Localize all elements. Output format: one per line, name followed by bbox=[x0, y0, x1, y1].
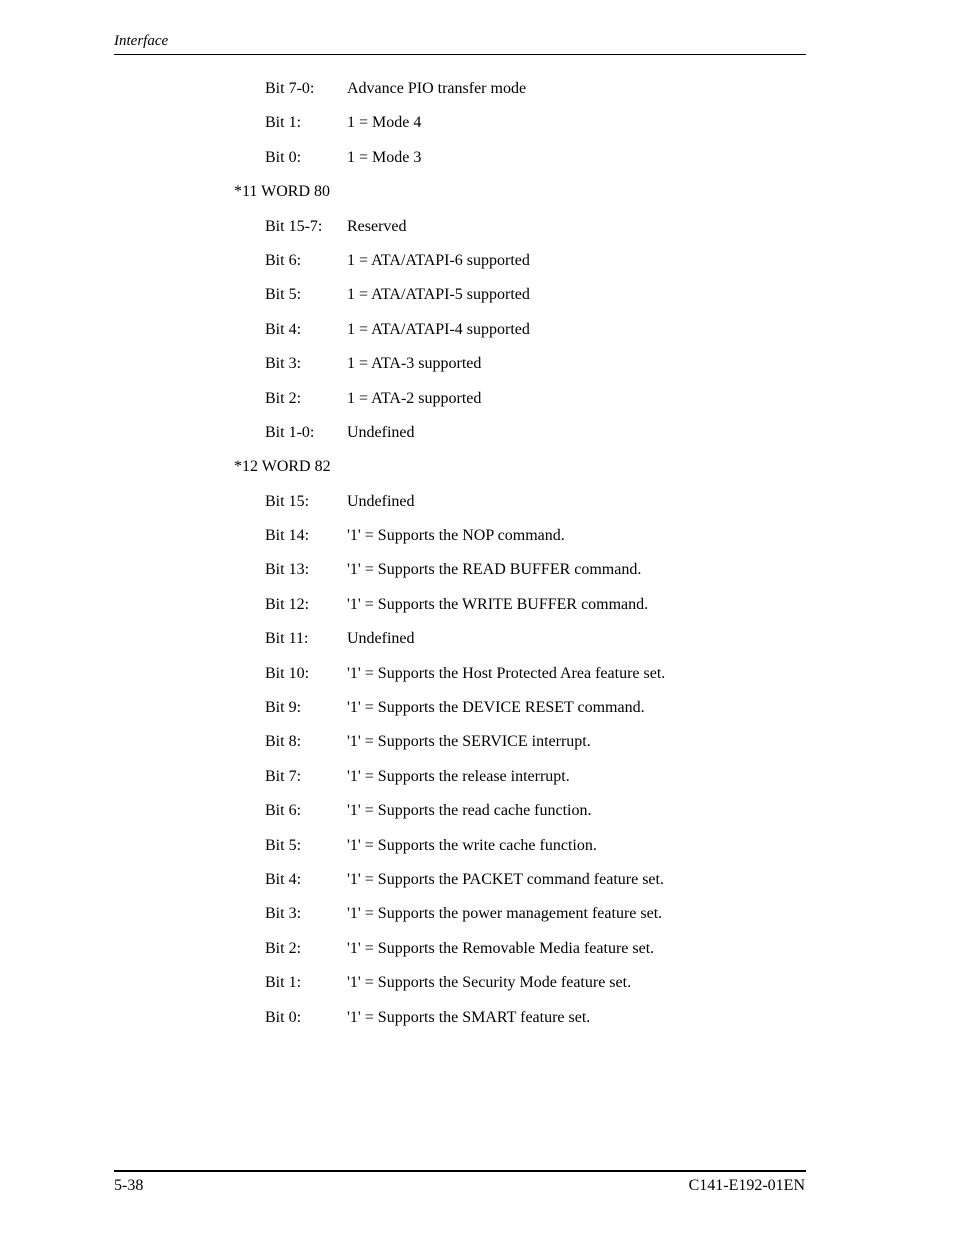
bit-label: Bit 14: bbox=[265, 527, 310, 545]
word-heading bbox=[0, 182, 954, 216]
footer-rule bbox=[114, 1170, 806, 1172]
page-number: 5-38 bbox=[114, 1177, 144, 1194]
bit-description: '1' = Supports the WRITE BUFFER command. bbox=[347, 595, 649, 613]
bit-description: '1' = Supports the DEVICE RESET command. bbox=[347, 699, 645, 717]
bit-label: Bit 4: bbox=[265, 320, 302, 338]
bit-description: 1 = ATA/ATAPI-5 supported bbox=[347, 286, 530, 304]
bit-description: '1' = Supports the Security Mode feature set. bbox=[347, 974, 632, 992]
bit-definition-list bbox=[0, 79, 954, 1042]
bit-label: Bit 13: bbox=[265, 561, 310, 579]
running-header: Interface bbox=[114, 33, 169, 49]
bit-label: Bit 1: bbox=[265, 114, 302, 132]
bit-description: '1' = Supports the SERVICE interrupt. bbox=[347, 733, 591, 751]
document-id: C141-E192-01EN bbox=[688, 1177, 805, 1194]
bit-description: '1' = Supports the read cache function. bbox=[347, 802, 592, 820]
list-item bbox=[0, 767, 954, 801]
bit-description: 1 = ATA-3 supported bbox=[347, 355, 482, 373]
bit-label: Bit 2: bbox=[265, 939, 302, 957]
bit-label: Bit 4: bbox=[265, 870, 302, 888]
list-item bbox=[0, 732, 954, 766]
list-item bbox=[0, 285, 954, 319]
bit-label: Bit 9: bbox=[265, 699, 302, 717]
bit-label: Bit 6: bbox=[265, 802, 302, 820]
list-item bbox=[0, 664, 954, 698]
bit-description: Reserved bbox=[347, 217, 407, 235]
list-item bbox=[0, 939, 954, 973]
bit-label: Bit 5: bbox=[265, 286, 302, 304]
list-item bbox=[0, 904, 954, 938]
bit-description: Undefined bbox=[347, 630, 415, 648]
word-heading bbox=[0, 457, 954, 491]
list-item bbox=[0, 389, 954, 423]
bit-label: Bit 7: bbox=[265, 767, 302, 785]
bit-label: Bit 3: bbox=[265, 905, 302, 923]
list-item bbox=[0, 113, 954, 147]
list-item bbox=[0, 320, 954, 354]
bit-label: Bit 15-7: bbox=[265, 217, 323, 235]
list-item bbox=[0, 801, 954, 835]
bit-description: Advance PIO transfer mode bbox=[347, 80, 527, 97]
word-label: *12 WORD 82 bbox=[234, 458, 331, 476]
list-item bbox=[0, 217, 954, 251]
list-item bbox=[0, 698, 954, 732]
bit-label: Bit 6: bbox=[265, 251, 302, 269]
header-rule bbox=[114, 54, 806, 55]
list-item bbox=[0, 354, 954, 388]
bit-description: 1 = ATA-2 supported bbox=[347, 389, 482, 407]
bit-description: '1' = Supports the release interrupt. bbox=[347, 767, 570, 785]
bit-description: '1' = Supports the PACKET command feature set. bbox=[347, 870, 664, 888]
list-item bbox=[0, 629, 954, 663]
bit-label: Bit 2: bbox=[265, 389, 302, 407]
bit-description: 1 = ATA/ATAPI-6 supported bbox=[347, 251, 530, 269]
list-item bbox=[0, 148, 954, 182]
bit-description: '1' = Supports the Host Protected Area feature set. bbox=[347, 664, 666, 682]
bit-description: '1' = Supports the write cache function. bbox=[347, 836, 597, 854]
list-item bbox=[0, 973, 954, 1007]
list-item bbox=[0, 526, 954, 560]
bit-label: Bit 8: bbox=[265, 733, 302, 751]
list-item bbox=[0, 423, 954, 457]
bit-label: Bit 11: bbox=[265, 630, 309, 648]
list-item bbox=[0, 595, 954, 629]
bit-description: '1' = Supports the SMART feature set. bbox=[347, 1008, 591, 1026]
bit-label: Bit 0: bbox=[265, 148, 302, 166]
bit-label: Bit 0: bbox=[265, 1008, 302, 1026]
bit-description: '1' = Supports the NOP command. bbox=[347, 527, 565, 545]
list-item bbox=[0, 836, 954, 870]
bit-description: '1' = Supports the power management feature set. bbox=[347, 905, 663, 923]
bit-label: Bit 15: bbox=[265, 492, 310, 510]
bit-label: Bit 10: bbox=[265, 664, 310, 682]
bit-description: 1 = Mode 4 bbox=[347, 114, 422, 132]
list-item bbox=[0, 870, 954, 904]
list-item bbox=[0, 79, 954, 113]
bit-label: Bit 7-0: bbox=[265, 80, 315, 97]
bit-label: Bit 1: bbox=[265, 974, 302, 992]
word-label: *11 WORD 80 bbox=[234, 183, 330, 201]
bit-description: Undefined bbox=[347, 492, 415, 510]
bit-label: Bit 12: bbox=[265, 595, 310, 613]
list-item bbox=[0, 251, 954, 285]
bit-description: '1' = Supports the Removable Media feature set. bbox=[347, 939, 655, 957]
bit-description: Undefined bbox=[347, 423, 415, 441]
bit-label: Bit 3: bbox=[265, 355, 302, 373]
bit-label: Bit 1-0: bbox=[265, 423, 315, 441]
list-item bbox=[0, 560, 954, 594]
bit-description: 1 = Mode 3 bbox=[347, 148, 422, 166]
bit-description: '1' = Supports the READ BUFFER command. bbox=[347, 561, 642, 579]
list-item bbox=[0, 1008, 954, 1042]
bit-label: Bit 5: bbox=[265, 836, 302, 854]
bit-description: 1 = ATA/ATAPI-4 supported bbox=[347, 320, 530, 338]
list-item bbox=[0, 492, 954, 526]
